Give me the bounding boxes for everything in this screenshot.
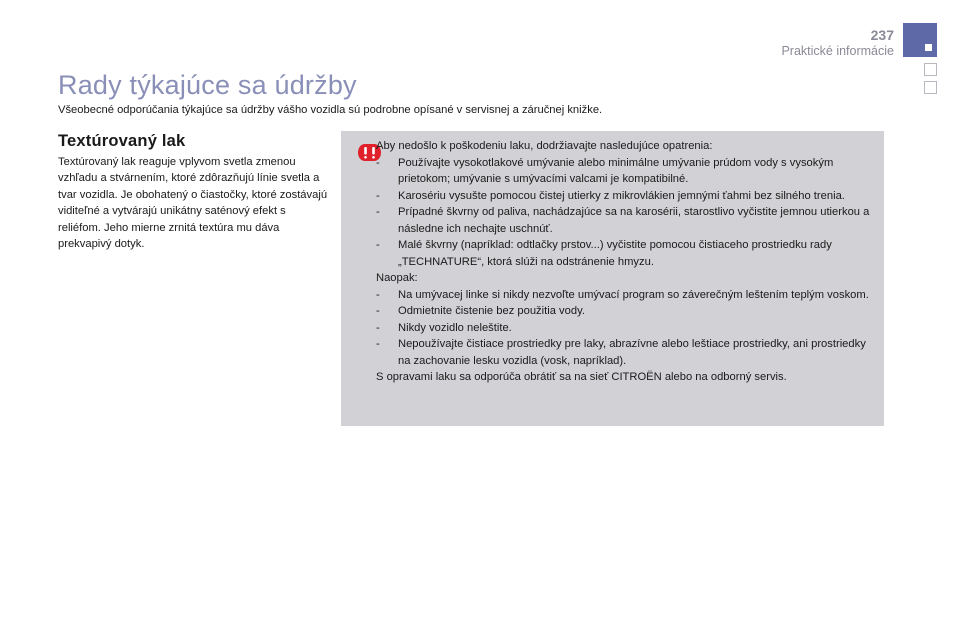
section-label: Praktické informácie: [781, 44, 894, 58]
warning-intro: Aby nedošlo k poškodeniu laku, dodržiavajte nasledujúce opatrenia:: [376, 140, 713, 152]
page-number: 237: [870, 27, 894, 43]
warning-item: - Na umývacej linke si nikdy nezvoľte umývací program so záverečným leštením teplým voskom.: [376, 287, 876, 304]
warning-text: [376, 138, 876, 386]
section-body: Textúrovaný lak reaguje vplyvom svetla zmenou vzhľadu a stvárnením, ktoré zdôrazňujú línie svetla a tvar vozidla. Je obohatený o čiastočky, ktoré zostávajú viditeľné a vytvárajú unikátny saténový efekt s reliéfom. Jeho mierne zrnitá textúra mu dáva prekvapivý dotyk.: [58, 156, 328, 251]
warning-footer: S opravami laku sa odporúča obrátiť sa na sieť CITROËN alebo na odborný servis.: [376, 371, 787, 383]
warning-item: - Karosériu vysušte pomocou čistej utierky z mikrovlákien jemnými ťahmi bez silného trenia.: [376, 188, 876, 205]
intro-text: Všeobecné odporúčania týkajúce sa údržby vášho vozidla sú podrobne opísané v servisnej a záručnej knižke.: [58, 104, 603, 116]
warning-item: - Prípadné škvrny od paliva, nachádzajúce sa na karosérii, starostlivo vyčistite jemnou utierkou a následne ich nechajte uschnúť.: [376, 204, 876, 237]
warning-item: - Malé škvrny (napríklad: odtlačky prstov...) vyčistite pomocou čistiaceho prostriedku rady „TECHNATURE“, ktorá slúži na odstránenie hmyzu.: [376, 237, 876, 270]
warning-item: - Odmietnite čistenie bez použitia vody.: [376, 303, 876, 320]
chapter-tab-dot: [925, 44, 932, 51]
warning-item: - Nikdy vozidlo neleštite.: [376, 320, 876, 337]
warning-item: - Nepoužívajte čistiace prostriedky pre laky, abrazívne alebo leštiace prostriedky, ani prostriedky na zachovanie lesku vozidla (vosk, napríklad).: [376, 336, 876, 369]
warning-item: - Používajte vysokotlakové umývanie alebo minimálne umývanie prúdom vody s vysokým prietokom; umývanie s umývacími valcami je kompatibilné.: [376, 155, 876, 188]
chapter-tab[interactable]: [924, 81, 937, 94]
chapter-tab[interactable]: [924, 63, 937, 76]
contrast-label: Naopak:: [376, 272, 418, 284]
section-heading: Textúrovaný lak: [58, 132, 186, 150]
chapter-tab-active[interactable]: [903, 23, 937, 57]
warning-box: [341, 131, 884, 426]
page-title: Rady týkajúce sa údržby: [58, 70, 357, 100]
